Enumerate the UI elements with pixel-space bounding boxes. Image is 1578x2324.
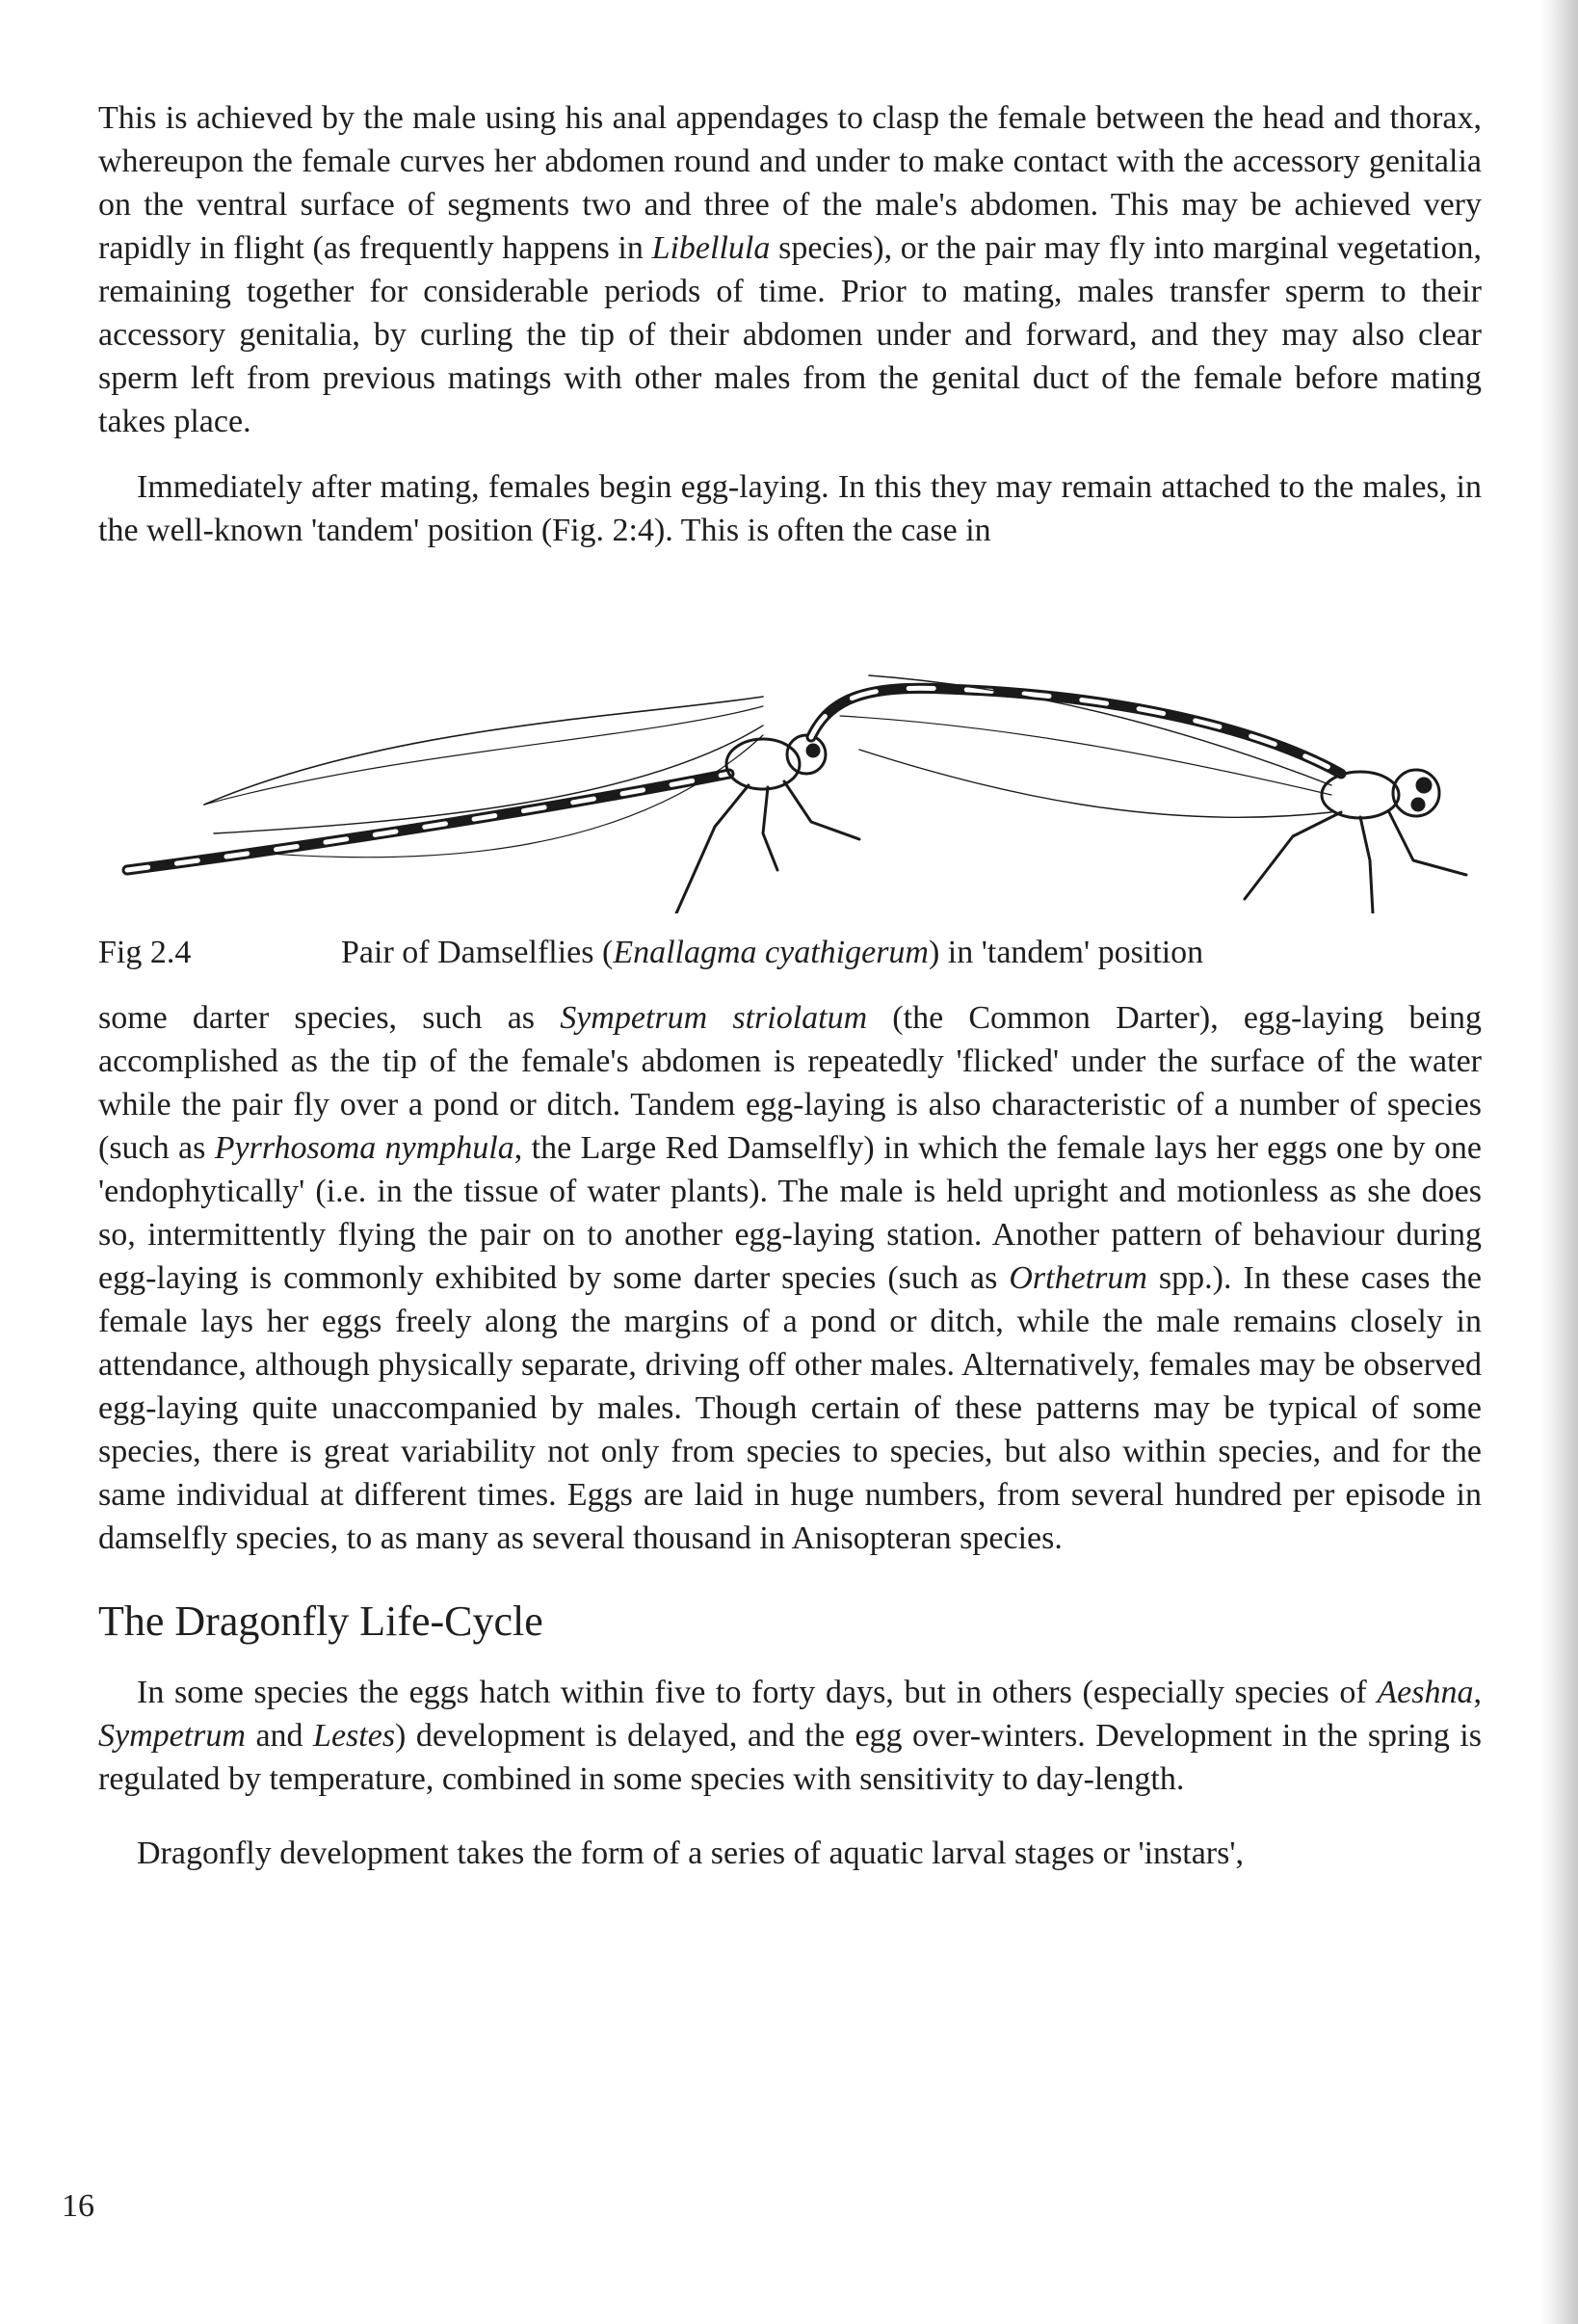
damselfly-pair-illustration <box>98 581 1482 913</box>
paragraph-mating-text-1: This is achieved by the male using his anal appendages to clasp the female between the head and thorax, whereupon the female curves her abdomen round and under to make contact with the accessory genitalia on the ventral surface of segments two and three of the male's abdomen. This may be achieved very rapidly in flight (as frequently happens in <box>98 100 1482 266</box>
species-pyrrhosoma-nymphula: Pyrrhosoma nymphula <box>214 1130 514 1166</box>
paragraph-larval-development-text: Dragonfly development takes the form of a series of aquatic larval stages or 'instars', <box>137 1835 1244 1871</box>
male-leg-1 <box>1245 812 1341 899</box>
figure-label: Fig 2.4 <box>98 935 192 970</box>
paragraph-darter-species: some darter species, such as Sympetrum striolatum (the Common Darter), egg-laying being accomplished as the tip of the female's abdomen is repeatedly 'flicked' under the surface of the water while the pair fly over a pond or ditch. Tandem egg-laying is also characteristic of a number of species (such as Pyrrhosoma nymphula, the Large Red Damselfly) in which the female lays her eggs one by one 'endophytically' (i.e. in the tissue of water plants). The male is held upright and motionless as she does so, intermittently flying the pair on to another egg-laying station. Another pattern of behaviour during egg-laying is commonly exhibited by some darter species (such as Orthetrum spp.). In these cases the female lays her eggs freely along the margins of a pond or ditch, while the male remains closely in attendance, although physically separate, driving off other males. Alternatively, females may be observed egg-laying quite unaccompanied by males. Though certain of these patterns may be typical of some species, there is great variability not only from species to species, but also within species, and for the same individual at different times. Eggs are laid in huge numbers, from several hundred per episode in damselfly species, to as many as several thousand in Anisopteran species. <box>98 1000 1482 1556</box>
paragraph-mating <box>98 96 1482 443</box>
page-number: 16 <box>62 2188 94 2224</box>
female-leg-2 <box>763 787 777 870</box>
male-leg-2 <box>1360 817 1373 913</box>
figure-caption <box>98 931 1482 974</box>
paragraph-mating-text-2: species), or the pair may fly into marginal vegetation, remaining together for considerable periods of time. Prior to mating, males transfer sperm to their accessory genitalia, by curling the tip of their abdomen under and forward, and they may also clear sperm left from previous matings with other males from the genital duct of the female before mating takes place. <box>98 230 1482 439</box>
figure-damselflies-tandem <box>98 581 1482 913</box>
species-sympetrum-striolatum: Sympetrum striolatum <box>560 1000 868 1036</box>
species-sympetrum: Sympetrum <box>98 1718 246 1754</box>
female-leg-3 <box>784 781 859 839</box>
species-lestes: Lestes <box>313 1718 396 1754</box>
female-head <box>787 735 826 774</box>
species-orthetrum: Orthetrum <box>1009 1260 1147 1296</box>
male-abdomen <box>811 688 1341 774</box>
male-leg-3 <box>1389 812 1466 875</box>
section-heading: The Dragonfly Life-Cycle <box>98 1598 543 1645</box>
page-edge-shadow <box>1539 0 1578 2324</box>
paragraph-egg-hatching: In some species the eggs hatch within five to forty days, but in others (especially species of Aeshna, Sympetrum and Lestes) development is delayed, and the egg over-winters. Development in the spring is regulated by temperature, combined in some species with sensitivity to day-length. <box>98 1675 1482 1797</box>
species-aeshna: Aeshna <box>1377 1675 1474 1710</box>
paragraph-larval-development <box>98 1832 1482 1875</box>
female-leg-1 <box>676 785 749 913</box>
species-libellula: Libellula <box>651 230 771 266</box>
paragraph-egg-laying-intro <box>98 465 1482 552</box>
figure-caption-text: Pair of Damselflies (Enallagma cyathigerum) in 'tandem' position <box>341 935 1204 970</box>
male-thorax <box>1322 772 1399 818</box>
page-body <box>98 96 1482 1875</box>
species-enallagma: Enallagma cyathigerum <box>613 935 929 970</box>
paragraph-egg-laying-intro-text: Immediately after mating, females begin egg-laying. In this they may remain attached to the males, in the well-known 'tandem' position (Fig. 2:4). This is often the case in <box>98 469 1482 548</box>
